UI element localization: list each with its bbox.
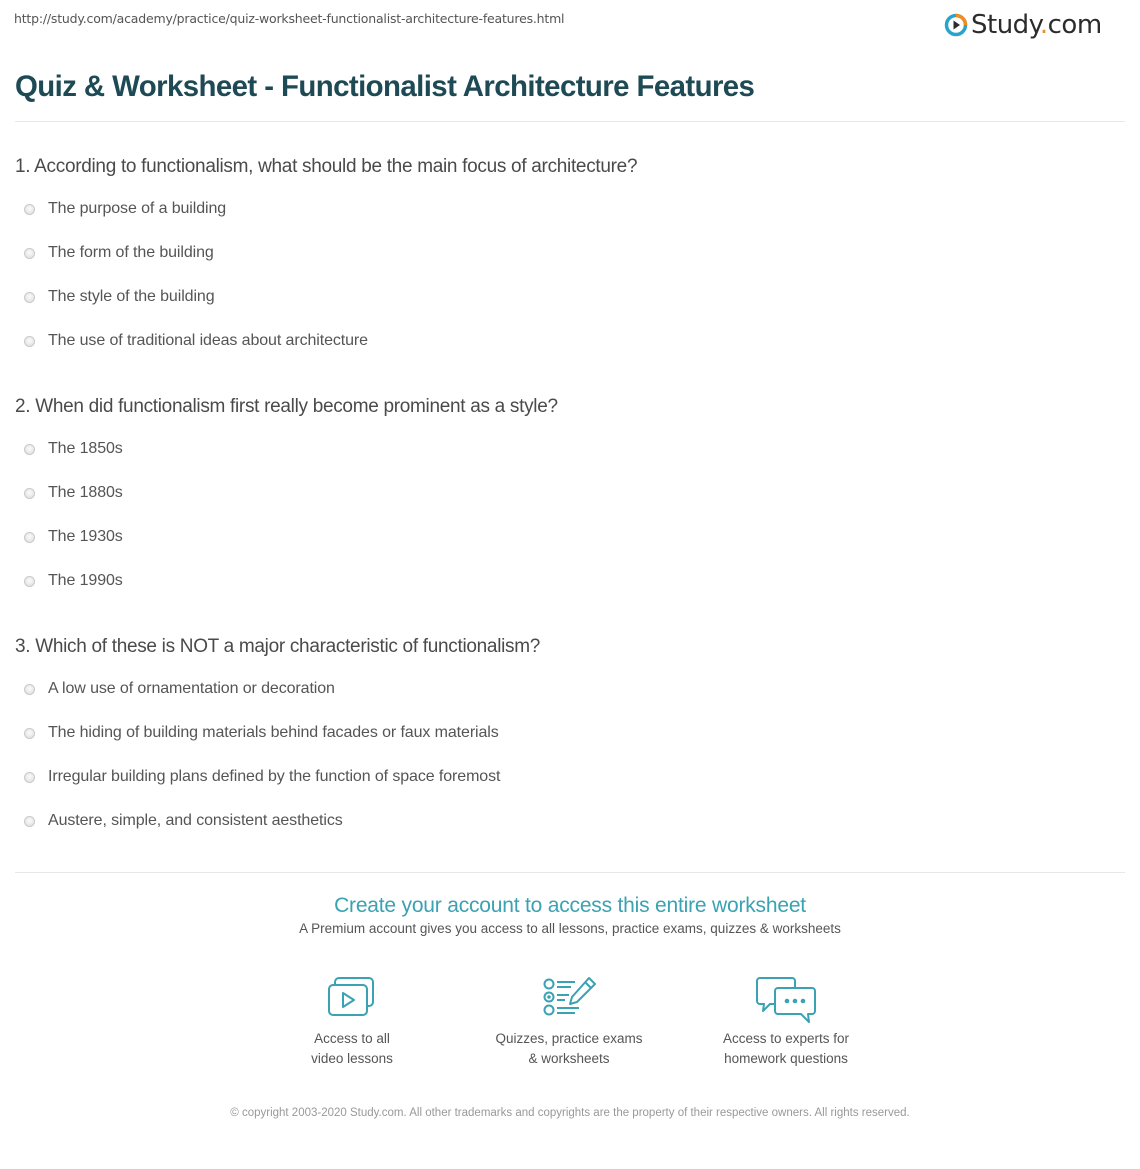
question-2 (15, 395, 1115, 603)
copyright-notice: © copyright 2003-2020 Study.com. All other trademarks and copyrights are the property of their respective owners. All rights reserved. (230, 1107, 910, 1119)
answer-options (15, 187, 1115, 363)
section-divider (15, 872, 1125, 873)
answer-option[interactable]: Austere, simple, and consistent aesthetics (15, 799, 1115, 843)
radio-button[interactable] (24, 772, 35, 783)
answer-option[interactable]: The use of traditional ideas about architecture (15, 319, 1115, 363)
feature-label: Access to all video lessons (311, 1031, 393, 1066)
chat-bubbles-icon (754, 975, 818, 1025)
radio-button[interactable] (24, 728, 35, 739)
question-text: 2. When did functionalism first really become prominent as a style? (15, 396, 558, 417)
radio-button[interactable] (24, 576, 35, 587)
radio-button[interactable] (24, 816, 35, 827)
answer-option[interactable]: The 1990s (15, 559, 1115, 603)
answer-option[interactable]: Irregular building plans defined by the function of space foremost (15, 755, 1115, 799)
study-logo[interactable] (944, 9, 1102, 41)
logo-text: Study.com (971, 10, 1102, 40)
answer-option[interactable]: The 1850s (15, 427, 1115, 471)
page-title: Quiz & Worksheet - Functionalist Architecture Features (15, 70, 755, 103)
signup-cta (0, 894, 1140, 936)
play-circle-icon (944, 13, 968, 37)
title-divider (15, 121, 1125, 122)
radio-button[interactable] (24, 532, 35, 543)
answer-option[interactable]: A low use of ornamentation or decoration (15, 667, 1115, 711)
answer-option[interactable]: The purpose of a building (15, 187, 1115, 231)
feature-video-lessons (252, 975, 452, 1069)
answer-option[interactable]: The 1880s (15, 471, 1115, 515)
question-text: 3. Which of these is NOT a major characteristic of functionalism? (15, 636, 541, 657)
radio-button[interactable] (24, 488, 35, 499)
feature-label: Access to experts for homework questions (722, 1031, 850, 1066)
radio-button[interactable] (24, 684, 35, 695)
cta-title-link[interactable]: Create your account to access this entire worksheet (334, 894, 806, 917)
answer-option[interactable]: The form of the building (15, 231, 1115, 275)
answer-option[interactable]: The hiding of building materials behind facades or faux materials (15, 711, 1115, 755)
radio-button[interactable] (24, 292, 35, 303)
video-lessons-icon (326, 975, 378, 1021)
answer-option[interactable]: The style of the building (15, 275, 1115, 319)
radio-button[interactable] (24, 248, 35, 259)
answer-options (15, 667, 1115, 843)
quiz-checklist-icon (541, 975, 597, 1021)
cta-subtitle: A Premium account gives you access to all lessons, practice exams, quizzes & worksheets (299, 921, 841, 936)
radio-button[interactable] (24, 444, 35, 455)
question-3 (15, 635, 1115, 843)
feature-experts (686, 975, 886, 1069)
question-1 (15, 155, 1115, 363)
answer-option[interactable]: The 1930s (15, 515, 1115, 559)
radio-button[interactable] (24, 204, 35, 215)
page-url: http://study.com/academy/practice/quiz-worksheet-functionalist-architecture-features.html (14, 11, 565, 26)
radio-button[interactable] (24, 336, 35, 347)
feature-quizzes (469, 975, 669, 1069)
question-text: 1. According to functionalism, what should be the main focus of architecture? (15, 156, 638, 177)
answer-options (15, 427, 1115, 603)
feature-label: Quizzes, practice exams & worksheets (495, 1031, 643, 1066)
